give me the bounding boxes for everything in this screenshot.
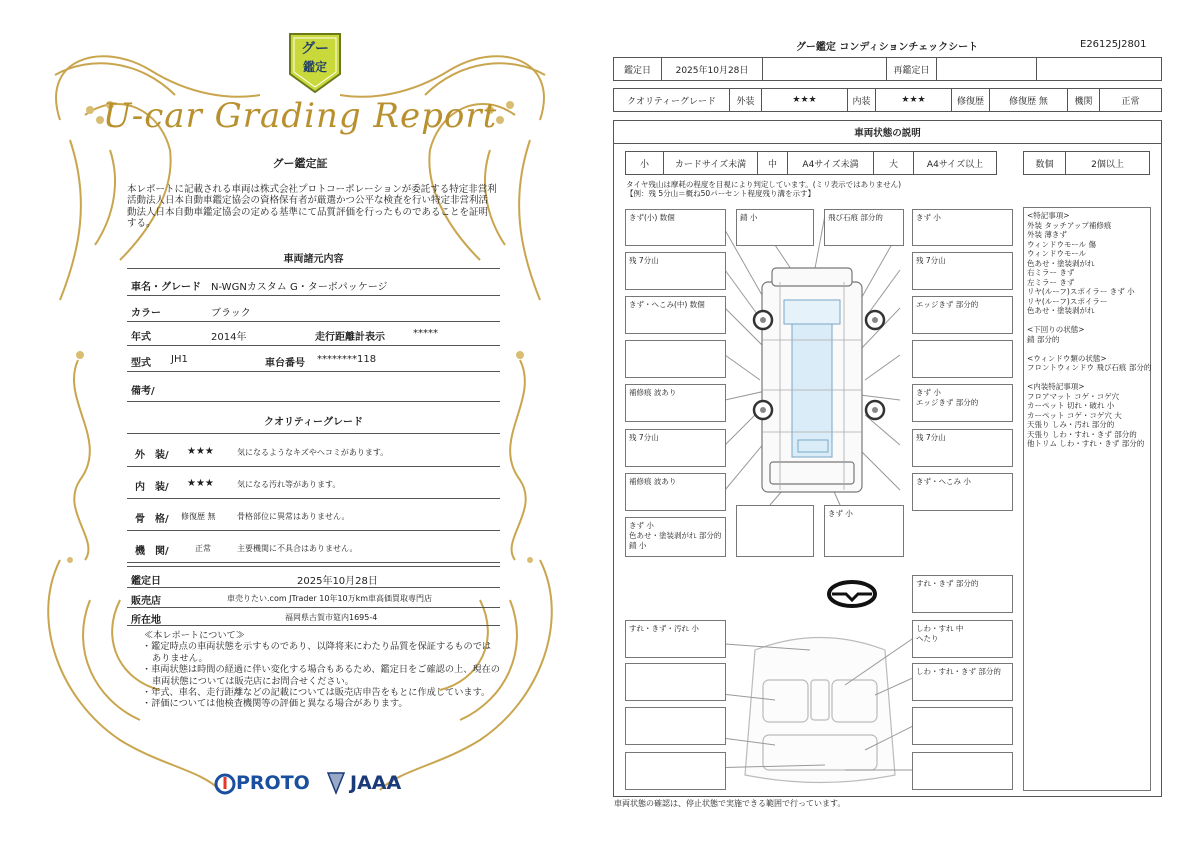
certificate-body: 本レポートに記載される車両は株式会社プロトコーポレーションが委託する特定非営利活動法人日本自動車鑑定協会の資格保有者が厳選かつ公平な検査を行い特定非営利活動法人日本自動車鑑定協会の定める基準にて品質評価を行ったものであることを証明する。 <box>127 184 497 229</box>
interior-box-left-4 <box>625 752 726 790</box>
remark-line: 左ミラー きず <box>1027 277 1075 287</box>
grade-row <box>613 88 1162 112</box>
remark-line: 外装 薄きず <box>1027 230 1067 239</box>
car-exterior-diagram <box>700 200 925 510</box>
int-value: ★★★ <box>876 89 952 111</box>
interior-box-left-3 <box>625 707 726 745</box>
size-small: 小 <box>626 152 664 174</box>
ext-value: ★★★ <box>762 89 848 111</box>
special-remarks <box>1023 207 1151 791</box>
quality-row-engine <box>127 531 500 563</box>
info-label: 販売店 <box>131 596 161 607</box>
spec-label: 走行距離計表示 <box>315 332 385 343</box>
sheet-title: グー鑑定 コンディションチェックシート <box>795 42 979 53</box>
interior-box-right-2: しわ・すれ・きず 部分的 <box>912 663 1013 701</box>
note-item: ・鑑定時点の車両状態を示すものであり、以降将来にわたり品質を保証するものではありません。 <box>142 641 492 664</box>
spec-label: 車名・グレード <box>131 282 201 293</box>
condition-box-right-1: きず 小 <box>912 209 1013 246</box>
quality-row-interior <box>127 467 500 499</box>
divider <box>127 433 500 434</box>
interior-box-left-2 <box>625 663 726 701</box>
size-large-desc: A4サイズ以上 <box>926 159 984 170</box>
state-heading: 車両状態の説明 <box>613 120 1162 144</box>
info-value: 車売りたい.com JTrader 10年10万km車高価買取専門店 <box>227 594 433 603</box>
grade-label: クオリティーグレード <box>614 89 730 111</box>
condition-box-right-4 <box>912 340 1013 378</box>
badge-text-top: グー <box>301 41 329 57</box>
quality-row-exterior <box>127 435 500 467</box>
condition-box-top-2: 飛び石痕 部分的 <box>824 209 904 246</box>
jaaa-logo-icon <box>326 771 346 795</box>
proto-logo-icon <box>214 773 236 795</box>
quality-value: ★★★ <box>187 478 214 489</box>
info-label: 鑑定日 <box>131 576 161 587</box>
sheet-id: E26125J2801 <box>1080 39 1147 50</box>
jaaa-logo-text: JAAA <box>350 772 402 794</box>
quality-value: 正常 <box>195 544 211 553</box>
remark-line <box>1027 344 1147 354</box>
condition-box-left-8: きず 小 色あせ・塗装剥がれ 部分的 錆 小 <box>625 517 726 557</box>
remark-line: <ウィンドウ類の状態> <box>1027 353 1107 363</box>
remark-line: <内装特記事項> <box>1027 382 1085 391</box>
spec-row-year <box>127 322 500 346</box>
note-item: ・車両状態は時間の経過に伴い変化する場合もあるため、鑑定日をご確認の上、現在の車両状態については販売店にお問合せください。 <box>142 664 500 687</box>
remark-line: 外装 タッチアップ補修痕 <box>1027 220 1112 230</box>
spec-label: 車台番号 <box>265 358 305 369</box>
remark-line: 他トリム しわ・すれ・きず 部分的 <box>1027 439 1145 448</box>
engine-label: 機関 <box>1068 89 1100 111</box>
count-desc: 2個以上 <box>1091 159 1124 170</box>
remark-line: フロントウィンドウ 飛び石痕 部分的 <box>1027 363 1152 372</box>
badge-text-bottom: 鑑定 <box>302 60 327 74</box>
info-value: 福岡県古賀市筵内1695-4 <box>285 613 378 622</box>
spec-row-color <box>127 296 500 322</box>
spec-value: ブラック <box>211 308 251 319</box>
condition-box-top-1: 錆 小 <box>736 209 814 246</box>
remark-line: 色あせ・塗装剥がれ <box>1027 306 1095 315</box>
info-row-dealer <box>127 588 500 608</box>
info-row-date <box>127 566 500 588</box>
remark-line <box>1027 373 1147 383</box>
remark-line: フロアマット コゲ・コゲ穴 <box>1027 391 1120 401</box>
condition-box-right-6: 残 7分山 <box>912 429 1013 467</box>
spec-value: N-WGNカスタム G・ターボパッケージ <box>211 282 388 293</box>
footer-note: 車両状態の確認は、停止状態で実施できる範囲で行っています。 <box>614 799 846 808</box>
remark-line: リヤ(ルーフ)スポイラー きず 小 <box>1027 287 1135 296</box>
date-blank <box>1037 58 1161 80</box>
quality-value: 修復歴 無 <box>181 512 216 521</box>
condition-box-right-3: エッジきず 部分的 <box>912 296 1013 334</box>
remark-line: 天張り しみ・汚れ 部分的 <box>1027 420 1115 429</box>
quality-label: 外 装/ <box>135 450 169 461</box>
date-row <box>613 57 1162 81</box>
quality-comment: 気になるようなキズやヘコミがあります。 <box>237 448 389 457</box>
quality-comment: 気になる汚れ等があります。 <box>237 480 341 489</box>
int-label: 内装 <box>848 89 876 111</box>
quality-label: 内 装/ <box>135 482 169 493</box>
condition-box-right-7: きず・へこみ 小 <box>912 473 1013 511</box>
car-interior-diagram <box>725 625 915 790</box>
quality-heading: クオリティーグレード <box>264 417 363 428</box>
quality-label: 機 関/ <box>135 546 169 557</box>
interior-box-right-1: しわ・すれ 中 へたり <box>912 620 1013 658</box>
count-label: 数個 <box>1024 152 1066 174</box>
condition-box-bottom-1 <box>736 505 814 557</box>
remark-line: <下回りの状態> <box>1027 325 1085 334</box>
engine-value: 正常 <box>1121 96 1140 107</box>
spec-value: 2014年 <box>211 332 247 343</box>
divider <box>127 268 500 269</box>
remark-line: ウィンドウモール 傷 <box>1027 239 1096 249</box>
interior-box-right-4 <box>912 752 1013 790</box>
condition-box-left-7: 補修痕 波あり <box>625 473 726 511</box>
condition-box-left-5: 補修痕 波あり <box>625 384 726 422</box>
reappraisal-value <box>937 58 1037 80</box>
condition-box-left-6: 残 7分山 <box>625 429 726 467</box>
spec-row-model <box>127 346 500 372</box>
remark-line <box>1027 316 1147 326</box>
report-title: U-car Grading Report <box>102 96 498 136</box>
remark-line: 右ミラー きず <box>1027 268 1075 277</box>
certificate-heading: グー鑑定証 <box>272 157 328 170</box>
condition-box-left-2: 残 7分山 <box>625 252 726 290</box>
spec-row-remarks <box>127 372 500 402</box>
steering-wheel-icon <box>826 578 878 610</box>
quality-comment: 骨格部位に異常はありません。 <box>237 512 350 521</box>
info-row-address <box>127 608 500 626</box>
ext-label: 外装 <box>730 89 762 111</box>
repair-value: 修復歴 無 <box>990 89 1068 111</box>
proto-logo-text: PROTO <box>236 772 310 794</box>
spec-value: ********118 <box>317 354 377 365</box>
condition-box-right-5: きず 小 エッジきず 部分的 <box>912 384 1013 422</box>
condition-box-left-1: きず(小) 数個 <box>625 209 726 246</box>
size-small-desc: カードサイズ未満 <box>664 152 758 174</box>
repair-label: 修復歴 <box>952 89 990 111</box>
notes-heading: ≪本レポートについて≫ <box>144 630 245 641</box>
condition-box-left-4 <box>625 340 726 378</box>
spec-row-name <box>127 270 500 296</box>
condition-box-steering: すれ・きず 部分的 <box>912 575 1013 613</box>
size-large: 大 <box>874 152 914 174</box>
size-mid-desc: A4サイズ未満 <box>788 152 874 174</box>
info-label: 所在地 <box>131 615 161 626</box>
quality-label: 骨 格/ <box>135 514 169 525</box>
quality-comment: 主要機関に不具合はありません。 <box>237 544 358 553</box>
tire-note-example: 【例：残 5分山＝概ね50パーセント程度残り溝を示す】 <box>626 189 816 198</box>
spec-label: 型式 <box>131 358 151 369</box>
interior-box-left-1: すれ・きず・汚れ 小 <box>625 620 726 658</box>
remark-line: ウィンドウモール <box>1027 249 1087 258</box>
quality-row-frame <box>127 499 500 531</box>
condition-box-right-2: 残 7分山 <box>912 252 1013 290</box>
report-notes <box>140 630 500 710</box>
spec-label: 年式 <box>131 332 151 343</box>
spec-label: カラー <box>131 308 161 319</box>
date-blank <box>763 58 887 80</box>
spec-value: ***** <box>413 328 438 339</box>
date-value: 2025年10月28日 <box>662 58 763 80</box>
condition-box-bottom-2: きず 小 <box>824 505 904 557</box>
quality-value: ★★★ <box>187 446 214 457</box>
size-mid: 中 <box>758 152 788 174</box>
remark-line: <特記事項> <box>1027 211 1070 220</box>
note-item: ・年式、車名、走行距離などの記載については販売店申告をもとに作成しています。 <box>142 687 491 699</box>
remark-line: 天張り しわ・すれ・きず 部分的 <box>1027 429 1137 439</box>
tire-note: タイヤ残山は摩耗の程度を目視により判定しています。(ミリ表示ではありません) <box>626 180 902 189</box>
remark-line: 色あせ・塗装剥がれ <box>1027 258 1095 268</box>
info-value: 2025年10月28日 <box>297 576 378 587</box>
size-legend <box>625 151 997 175</box>
spec-label: 備考/ <box>131 386 155 397</box>
condition-box-left-3: きず・へこみ(中) 数個 <box>625 296 726 334</box>
count-legend <box>1023 151 1150 175</box>
remark-line: カーペット 切れ・破れ 小 <box>1027 401 1115 410</box>
remark-line: リヤ(ルーフ)スポイラー <box>1027 296 1108 306</box>
reappraisal-label: 再鑑定日 <box>887 58 937 80</box>
remark-line: 錆 部分的 <box>1027 334 1060 344</box>
remark-line: カーペット コゲ・コゲ穴 大 <box>1027 410 1122 420</box>
note-item: ・評価については他検査機関等の評価と異なる場合があります。 <box>142 698 408 710</box>
specs-heading: 車両諸元内容 <box>283 254 344 265</box>
interior-box-right-3 <box>912 707 1013 745</box>
spec-value: JH1 <box>171 354 188 365</box>
date-label: 鑑定日 <box>614 58 662 80</box>
